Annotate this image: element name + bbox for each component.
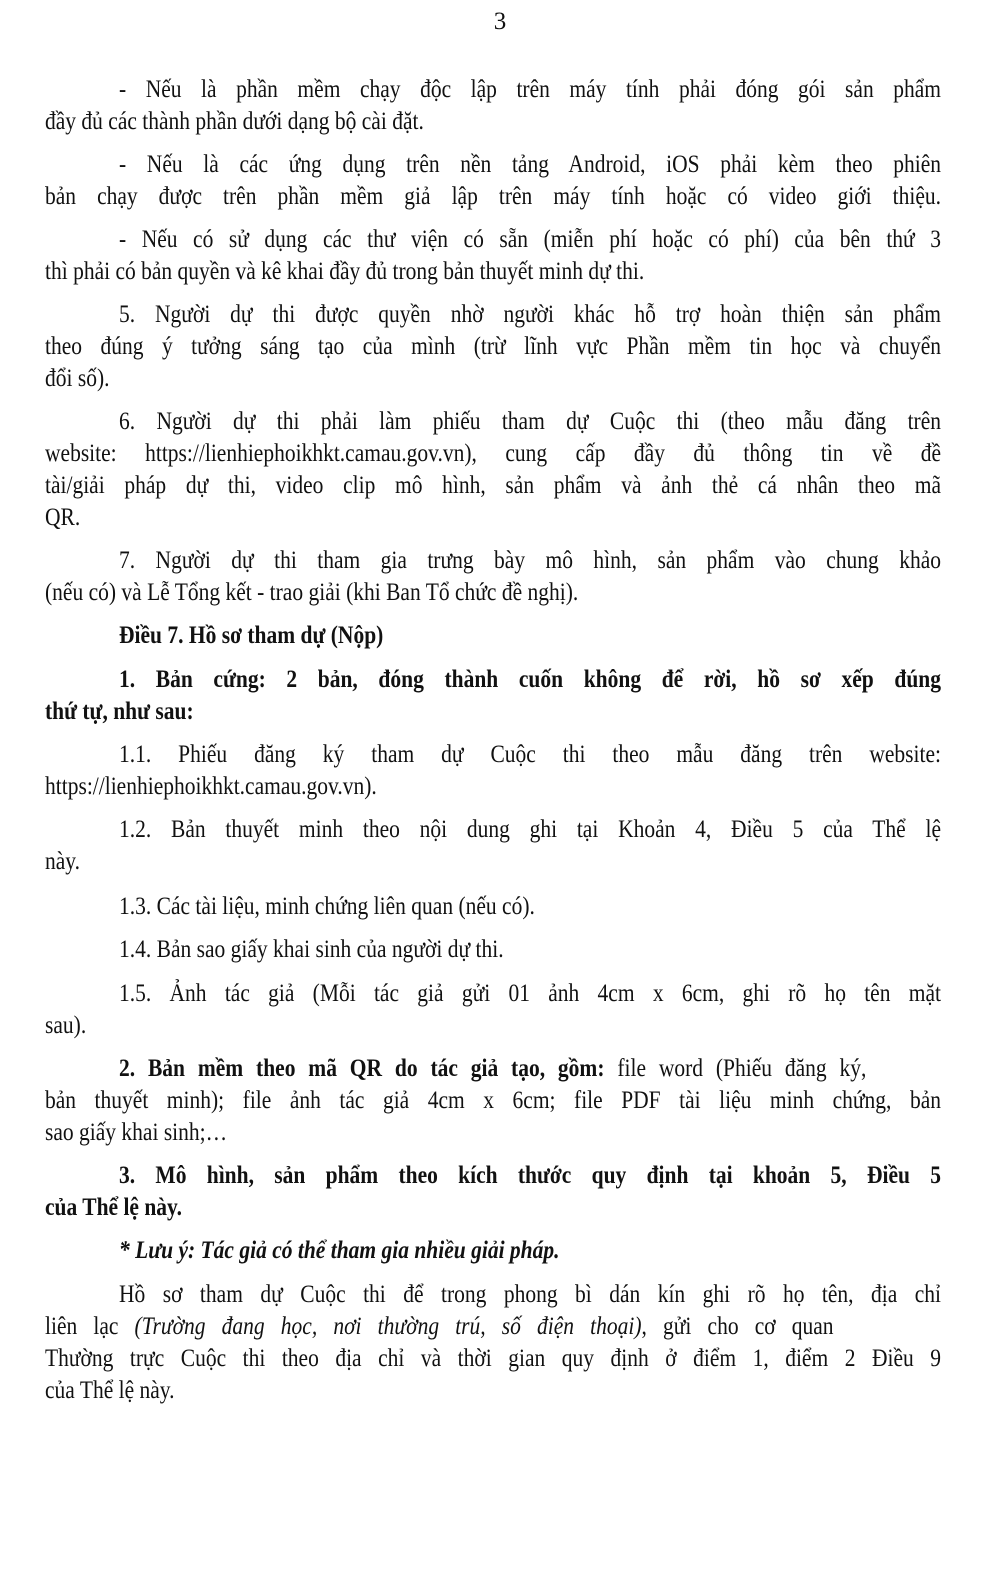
text-line: thì phải có bản quyền và kê khai đầy đủ trong bản thuyết minh dự thi. xyxy=(45,258,645,285)
text-line: theo đúng ý tưởng sáng tạo của mình (trừ lĩnh vực Phần mềm tin học và chuyển xyxy=(45,333,941,360)
paragraph-1-3 xyxy=(45,891,941,923)
text-line: - Nếu là phần mềm chạy độc lập trên máy tính phải đóng gói sản phẩm xyxy=(119,76,941,103)
text-line: 1.1. Phiếu đăng ký tham dự Cuộc thi theo mẫu đăng trên website: xyxy=(119,741,941,768)
text-line: (nếu có) và Lễ Tổng kết - trao giải (khi Ban Tổ chức đề nghị). xyxy=(45,579,579,606)
text-line: của Thể lệ này. xyxy=(45,1377,175,1404)
text-line: Thường trực Cuộc thi theo địa chỉ và thời gian quy định ở điểm 1, điểm 2 Điều 9 xyxy=(45,1345,942,1372)
text-run: , gửi cho cơ quan xyxy=(641,1313,834,1340)
text-run: liên lạc xyxy=(45,1313,135,1340)
page-number: 3 xyxy=(493,8,507,35)
text-line: đầy đủ các thành phần dưới dạng bộ cài đặt. xyxy=(45,108,424,135)
paragraph-hard-copy xyxy=(45,664,941,728)
text-line: bản chạy được trên phần mềm giả lập trên máy tính hoặc có video giới thiệu. xyxy=(45,183,941,210)
text-run: file word (Phiếu đăng ký, xyxy=(604,1055,867,1082)
text-line: đổi số). xyxy=(45,365,110,392)
text-line: sau). xyxy=(45,1012,87,1039)
text-line xyxy=(45,1311,941,1343)
text-line: 5. Người dự thi được quyền nhờ người khác hỗ trợ hoàn thiện sản phẩm xyxy=(119,301,941,328)
text-line: 6. Người dự thi phải làm phiếu tham dự Cuộc thi (theo mẫu đăng trên xyxy=(119,408,941,435)
paragraph-mobile-apps xyxy=(45,149,941,213)
text-line: 1.3. Các tài liệu, minh chứng liên quan (nếu có). xyxy=(119,893,535,920)
paragraph-item-5 xyxy=(45,299,941,395)
text-line: thứ tự, như sau: xyxy=(45,698,194,725)
text-line: QR. xyxy=(45,504,81,531)
text-line: 1. Bản cứng: 2 bản, đóng thành cuốn không để rời, hồ sơ xếp đúng xyxy=(119,666,941,693)
paragraph-submission xyxy=(45,1279,941,1407)
paragraph-1-1 xyxy=(45,739,941,803)
text-line: Hồ sơ tham dự Cuộc thi để trong phong bì dán kín ghi rõ họ tên, địa chỉ xyxy=(119,1281,941,1308)
text-line: - Nếu là các ứng dụng trên nền tảng Android, iOS phải kèm theo phiên xyxy=(119,151,941,178)
note-paragraph xyxy=(45,1235,941,1267)
paragraph-1-5 xyxy=(45,978,941,1042)
article-heading xyxy=(45,620,941,652)
paragraph-third-party-libraries xyxy=(45,224,941,288)
text-line: 7. Người dự thi tham gia trưng bày mô hình, sản phẩm vào chung khảo xyxy=(119,547,941,574)
text-line: sao giấy khai sinh;… xyxy=(45,1119,228,1146)
text-line: - Nếu có sử dụng các thư viện có sẵn (miễn phí hoặc có phí) của bên thứ 3 xyxy=(119,226,941,253)
text-line: tài/giải pháp dự thi, video clip mô hình, sản phẩm và ảnh thẻ cá nhân theo mã xyxy=(45,472,941,499)
text-line: 1.2. Bản thuyết minh theo nội dung ghi tại Khoản 4, Điều 5 của Thể lệ xyxy=(119,816,942,843)
paragraph-models xyxy=(45,1160,941,1224)
text-line: website: https://lienhiephoikhkt.camau.gov.vn), cung cấp đầy đủ thông tin về đề xyxy=(45,440,941,467)
paragraph-software-standalone xyxy=(45,74,941,138)
paragraph-item-7 xyxy=(45,545,941,609)
bold-lead: 2. Bản mềm theo mã QR do tác giả tạo, gồm: xyxy=(119,1055,605,1082)
text-line: của Thể lệ này. xyxy=(45,1194,182,1221)
text-line: 1.4. Bản sao giấy khai sinh của người dự thi. xyxy=(119,936,504,963)
paragraph-1-4 xyxy=(45,934,941,966)
italic-run: (Trường đang học, nơi thường trú, số điện thoại) xyxy=(134,1313,642,1340)
paragraph-soft-copy xyxy=(45,1053,941,1149)
paragraph-item-6 xyxy=(45,406,941,534)
paragraph-1-2 xyxy=(45,814,941,878)
text-line: 1.5. Ảnh tác giả (Mỗi tác giả gửi 01 ảnh 4cm x 6cm, ghi rõ họ tên mặt xyxy=(119,980,941,1007)
text-line: https://lienhiephoikhkt.camau.gov.vn). xyxy=(45,773,377,800)
section-heading: Điều 7. Hồ sơ tham dự (Nộp) xyxy=(119,622,384,649)
text-line: 3. Mô hình, sản phẩm theo kích thước quy định tại khoản 5, Điều 5 xyxy=(119,1162,942,1189)
text-line: bản thuyết minh); file ảnh tác giả 4cm x 6cm; file PDF tài liệu minh chứng, bản xyxy=(45,1087,941,1114)
note-text: * Lưu ý: Tác giả có thể tham gia nhiều giải pháp. xyxy=(119,1237,560,1264)
text-line xyxy=(45,1053,941,1085)
text-line: này. xyxy=(45,848,81,875)
